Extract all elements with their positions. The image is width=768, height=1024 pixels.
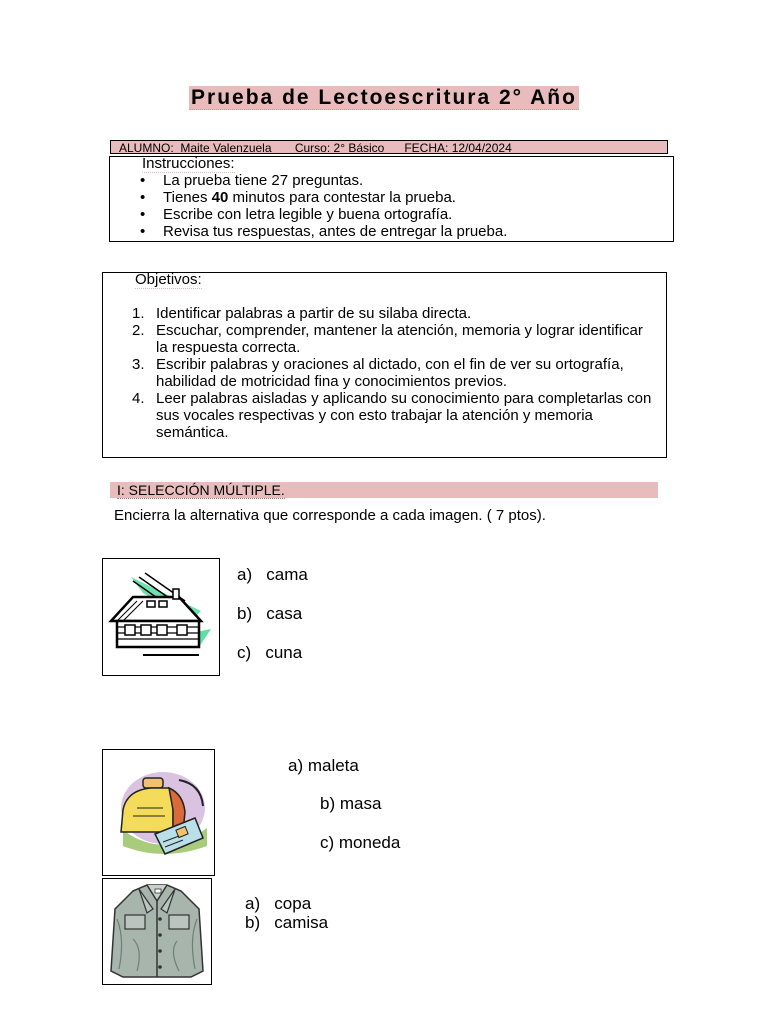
question-1-image-frame — [102, 558, 220, 676]
instruction-item: • Revisa tus respuestas, antes de entregar la prueba. — [140, 223, 507, 240]
instructions-heading: Instrucciones: — [142, 155, 235, 172]
q1-option-b[interactable]: b) casa — [237, 604, 303, 623]
q1-option-a[interactable]: a) cama — [237, 565, 308, 584]
instruction-item: • Tienes 40 minutos para contestar la prueba. — [140, 189, 507, 206]
page-title: Prueba de Lectoescritura 2° Año — [191, 86, 577, 109]
q1-option-c[interactable]: c) cuna — [237, 643, 303, 662]
q3-option-b[interactable]: b) camisa — [245, 913, 329, 932]
house-icon — [103, 559, 219, 675]
objectives-list — [132, 305, 652, 441]
question-2-image-frame — [102, 749, 215, 876]
q2-option-c[interactable]: c) moneda — [320, 833, 401, 852]
objectives-heading: Objetivos: — [135, 271, 202, 288]
instruction-item: • La prueba tiene 27 preguntas. — [140, 172, 507, 189]
q3-option-a[interactable]: a) copa — [245, 894, 312, 913]
q2-option-b[interactable]: b) masa — [320, 794, 382, 813]
suitcase-icon — [103, 750, 214, 875]
section-heading: I: SELECCIÓN MÚLTIPLE. — [117, 482, 285, 498]
objective-item: 1. Identificar palabras a partir de su silaba directa. — [132, 305, 472, 322]
question-3-image-frame — [102, 878, 212, 985]
objective-item: 2. Escuchar, comprender, mantener la atención, memoria y lograr identificar la respuesta correcta. — [132, 322, 643, 356]
student-info-bar: ALUMNO: Maite Valenzuela Curso: 2° Básico FECHA: 12/04/2024 — [110, 140, 668, 154]
q2-option-a[interactable]: a) maleta — [288, 756, 359, 775]
page-title-wrap — [0, 86, 768, 110]
instructions-list — [140, 172, 507, 240]
section-prompt: Encierra la alternativa que corresponde a cada imagen. ( 7 ptos). — [114, 507, 546, 524]
instruction-item: • Escribe con letra legible y buena ortografía. — [140, 206, 507, 223]
shirt-icon — [103, 879, 211, 984]
objective-item: 3. Escribir palabras y oraciones al dictado, con el fin de ver su ortografía, habilidad de motricidad fina y conocimientos previos. — [132, 356, 624, 390]
objective-item: 4. Leer palabras aisladas y aplicando su conocimiento para completarlas con sus vocales respectivas y con esto trabajar la atención y memoria semántica. — [132, 390, 652, 441]
section-heading-bar — [110, 482, 658, 498]
